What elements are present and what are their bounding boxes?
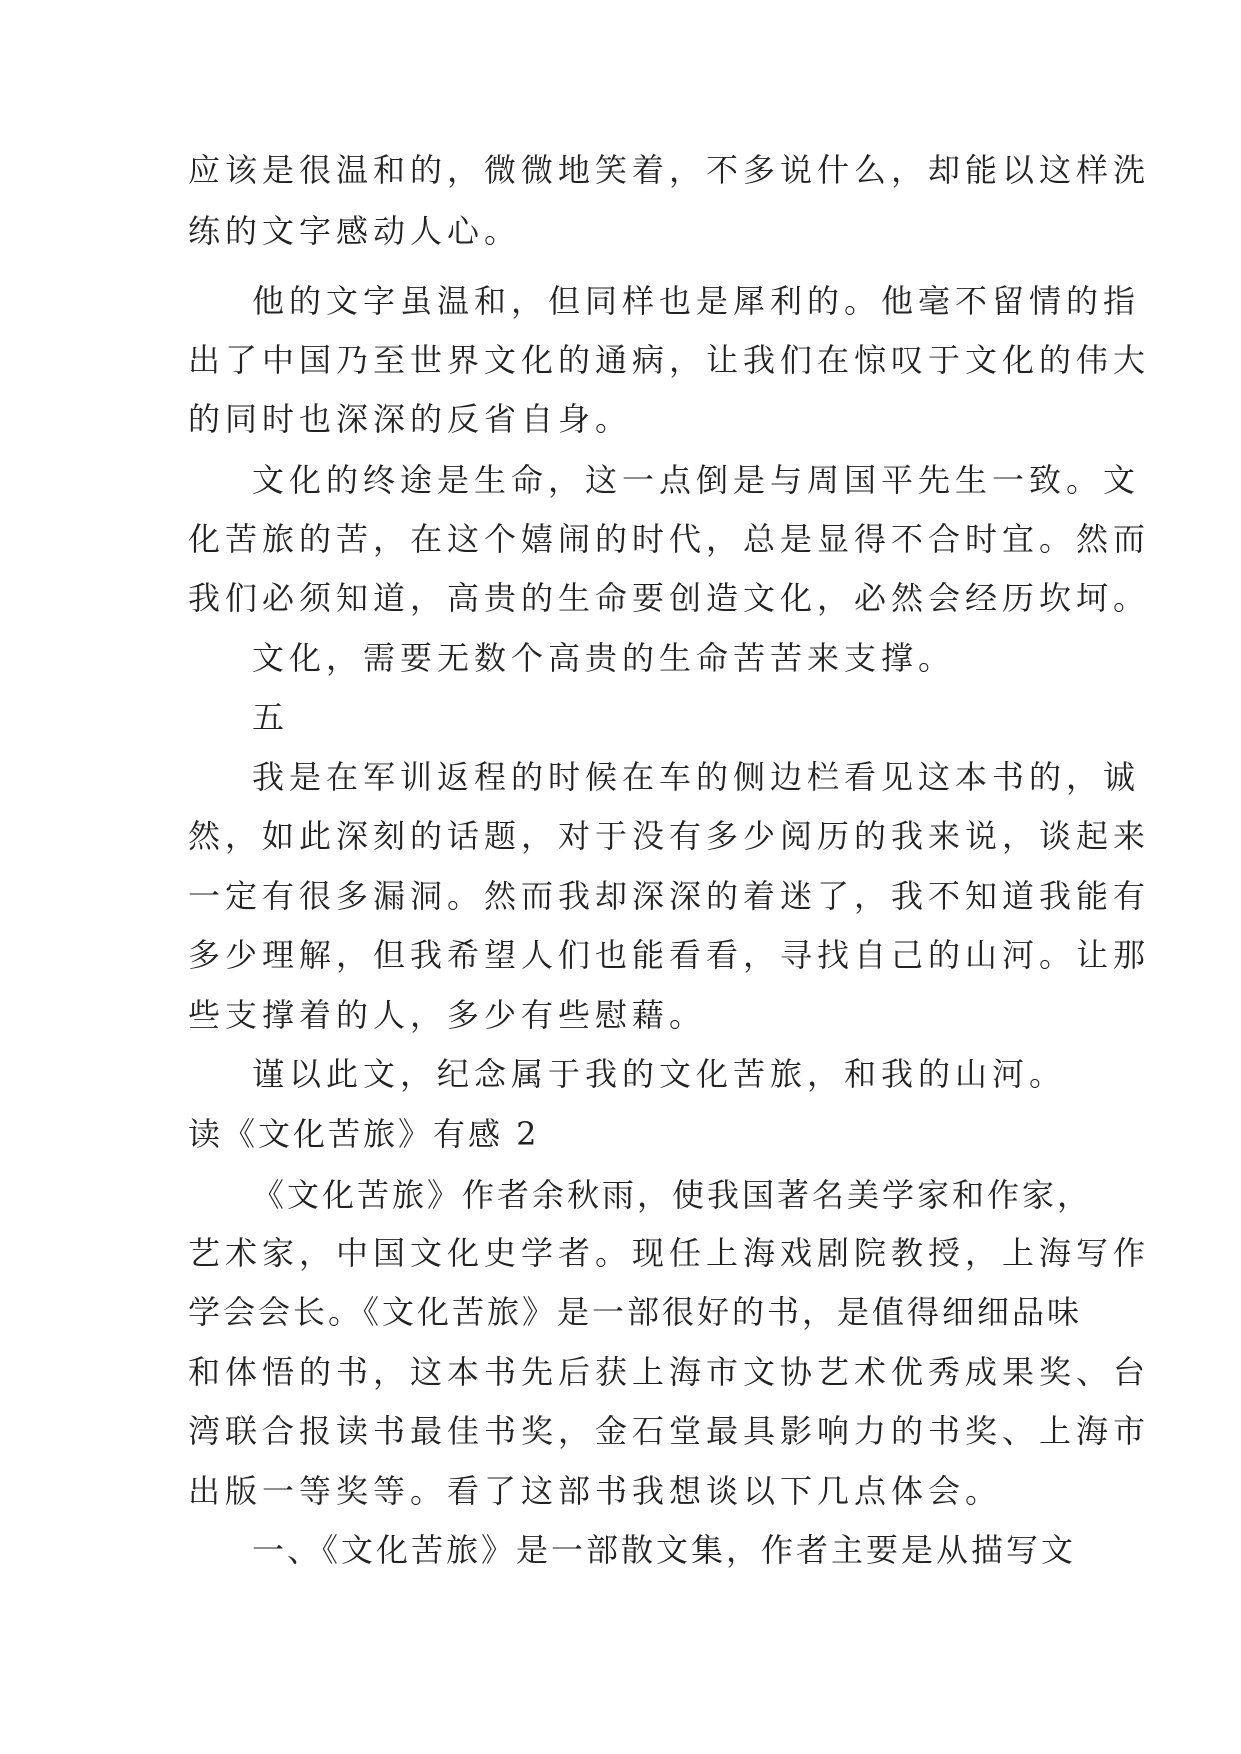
- paragraph-first-line: 谨以此文，纪念属于我的文化苦旅，和我的山河。: [252, 1055, 1067, 1093]
- text-line: 艺术家，中国文化史学者。现任上海戏剧院教授，上海写作: [188, 1234, 1151, 1272]
- text-line: 我们必须知道，高贵的生命要创造文化，必然会经历坎坷。: [188, 579, 1151, 617]
- text-line: 些支撑着的人，多少有些慰藉。: [188, 996, 707, 1034]
- text-line: 应该是很温和的，微微地笑着，不多说什么，却能以这样洗: [188, 151, 1151, 189]
- paragraph-first-line: 文化的终途是生命，这一点倒是与周国平先生一致。文: [252, 461, 1141, 499]
- text-line: 化苦旅的苦，在这个嬉闹的时代，总是显得不合时宜。然而: [188, 520, 1151, 558]
- paragraph-first-line: 《文化苦旅》作者余秋雨，使我国著名美学家和作家，: [252, 1176, 1093, 1214]
- text-line: 一定有很多漏洞。然而我却深深的着迷了，我不知道我能有: [188, 877, 1151, 915]
- text-line: 出了中国乃至世界文化的通病，让我们在惊叹于文化的伟大: [188, 341, 1151, 379]
- section-number: 五: [252, 698, 290, 736]
- text-line: 和体悟的书，这本书先后获上海市文协艺术优秀成果奖、台: [188, 1353, 1151, 1391]
- text-line: 学会会长。《文化苦旅》是一部很好的书，是值得细细品味: [188, 1293, 1083, 1331]
- text-line: 湾联合报读书最佳书奖，金石堂最具影响力的书奖、上海市: [188, 1412, 1151, 1450]
- paragraph-first-line: 一、《文化苦旅》是一部散文集，作者主要是从描写文: [252, 1531, 1077, 1569]
- paragraph-first-line: 我是在军训返程的时候在车的侧边栏看见这本书的，诚: [252, 758, 1141, 796]
- paragraph-first-line: 文化，需要无数个高贵的生命苦苦来支撑。: [252, 639, 956, 677]
- section-heading: 读《文化苦旅》有感 2: [188, 1115, 540, 1153]
- text-line: 的同时也深深的反省自身。: [188, 400, 633, 438]
- text-line: 练的文字感动人心。: [188, 212, 522, 250]
- text-line: 然，如此深刻的话题，对于没有多少阅历的我来说，谈起来: [188, 817, 1151, 855]
- paragraph-first-line: 他的文字虽温和，但同样也是犀利的。他毫不留情的指: [252, 282, 1141, 320]
- text-line: 出版一等奖等。看了这部书我想谈以下几点体会。: [188, 1472, 1003, 1510]
- text-line: 多少理解，但我希望人们也能看看，寻找自己的山河。让那: [188, 936, 1151, 974]
